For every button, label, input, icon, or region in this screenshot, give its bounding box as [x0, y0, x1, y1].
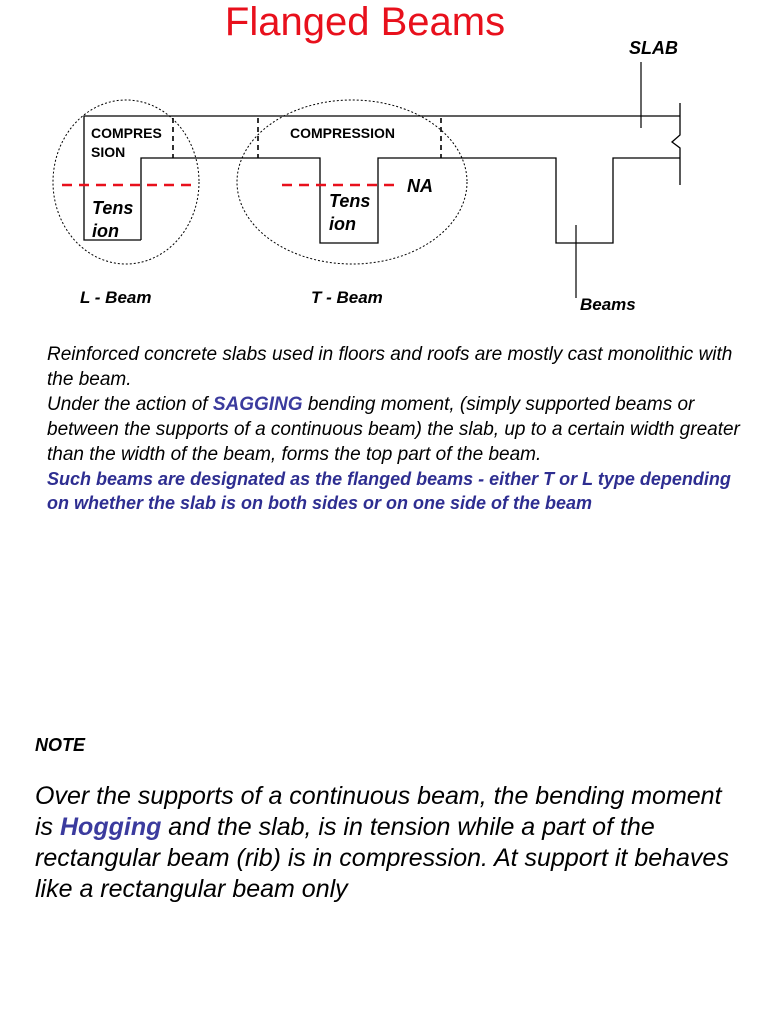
description-paragraph	[47, 342, 747, 515]
page-title: Flanged Beams	[224, 0, 506, 44]
l-beam-label: L - Beam	[80, 288, 152, 307]
description-line-2	[47, 392, 747, 467]
sagging-keyword: SAGGING	[212, 394, 303, 415]
hogging-keyword: Hogging	[60, 813, 162, 841]
compression-l-label-line2: SION	[91, 144, 126, 160]
note-heading: NOTE	[35, 735, 86, 755]
tension-t-label-line2: ion	[329, 214, 356, 234]
description-line-1: Reinforced concrete slabs used in floors and roofs are mostly cast monolithic with the beam.	[47, 344, 733, 390]
na-label: NA	[407, 176, 433, 196]
flanged-beam-definition: Such beams are designated as the flanged beams - either T or L type depending on whether the slab is on both sides or on one side of the beam	[47, 469, 731, 513]
tension-l-label-line2: ion	[92, 221, 119, 241]
slab-break-line	[672, 103, 680, 185]
note-body-pre: Over the supports of a continuous beam, the bending moment is	[35, 782, 722, 841]
t-beam-label: T - Beam	[311, 288, 383, 307]
tension-l-label-line1: Tens	[92, 198, 134, 218]
tension-t-label-line1: Tens	[329, 191, 371, 211]
description-line-2-pre: Under the action of	[47, 394, 213, 415]
compression-l-label-line1: COMPRES	[91, 125, 162, 141]
compression-t-label: COMPRESSION	[290, 125, 396, 141]
beams-label: Beams	[580, 295, 636, 314]
note-body	[35, 781, 735, 905]
note-body-post: and the slab, is in tension while a part of the rectangular beam (rib) is in compression. At support it behaves like a rectangular beam only	[35, 813, 729, 903]
slab-label: SLAB	[629, 38, 678, 58]
description-line-2-post: bending moment, (simply supported beams or between the supports of a continuous beam) the slab, up to a certain width greater than the width of the beam, forms the top part of the beam.	[47, 394, 740, 465]
flanged-beam-diagram	[0, 0, 768, 330]
